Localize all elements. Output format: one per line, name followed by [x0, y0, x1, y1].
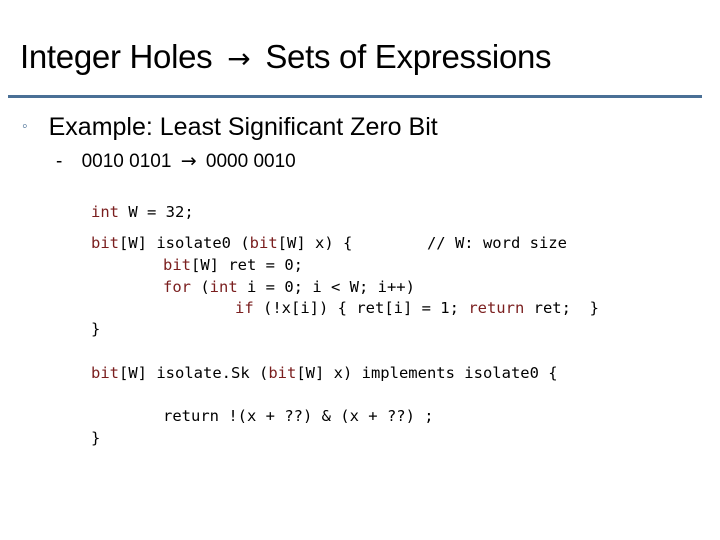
right-arrow-icon: → [180, 150, 197, 172]
sub-bullet-output: 0000 0010 [205, 151, 296, 172]
code-text: [W] isolate0 ( [119, 234, 250, 252]
code-text: return !(x + ??) & (x + ??) ; [163, 407, 434, 425]
code-line-3 [163, 256, 303, 274]
code-keyword: bit [91, 364, 119, 382]
code-line-8 [163, 407, 434, 425]
code-text: W = 32; [119, 203, 194, 221]
sub-bullet-input: 0010 0101 [81, 151, 172, 172]
code-text: [W] ret = 0; [191, 256, 303, 274]
code-text: [W] x) implements isolate0 { [296, 364, 558, 382]
code-keyword: bit [268, 364, 297, 382]
code-keyword: bit [163, 256, 191, 274]
title-right: Sets of Expressions [265, 38, 552, 75]
code-keyword: return [468, 299, 525, 317]
code-line-6 [91, 320, 100, 338]
sub-bullet-example [56, 150, 296, 173]
code-text: i = 0; i < W; i++) [237, 278, 415, 296]
code-keyword: int [91, 203, 119, 221]
code-keyword: bit [91, 234, 119, 252]
code-keyword: if [235, 299, 254, 317]
right-arrow-icon: → [227, 42, 251, 75]
code-text: } [91, 429, 101, 447]
code-line-7 [91, 364, 558, 382]
code-keyword: bit [249, 234, 278, 252]
bullet-marker-icon: ◦ [22, 118, 28, 135]
code-text: ret; } [524, 299, 599, 317]
code-line-4 [163, 278, 415, 296]
code-text: ( [191, 278, 210, 296]
bullet-example [22, 113, 438, 142]
code-text: (!x[i]) { ret[i] = 1; [253, 299, 469, 317]
code-line-2 [91, 234, 567, 252]
code-keyword: int [209, 278, 238, 296]
code-text: [W] isolate.Sk ( [119, 364, 269, 382]
code-line-9 [91, 429, 100, 447]
title-divider [8, 95, 702, 98]
bullet-text: Example: Least Significant Zero Bit [48, 113, 438, 141]
code-keyword: for [163, 278, 191, 296]
sub-bullet-dash: - [56, 151, 63, 172]
code-text: } [91, 320, 101, 338]
code-line-5 [235, 299, 599, 317]
title-left: Integer Holes [20, 38, 213, 75]
code-line-1 [91, 203, 194, 221]
code-text: [W] x) { // W: word size [277, 234, 567, 252]
slide-title [20, 38, 551, 76]
